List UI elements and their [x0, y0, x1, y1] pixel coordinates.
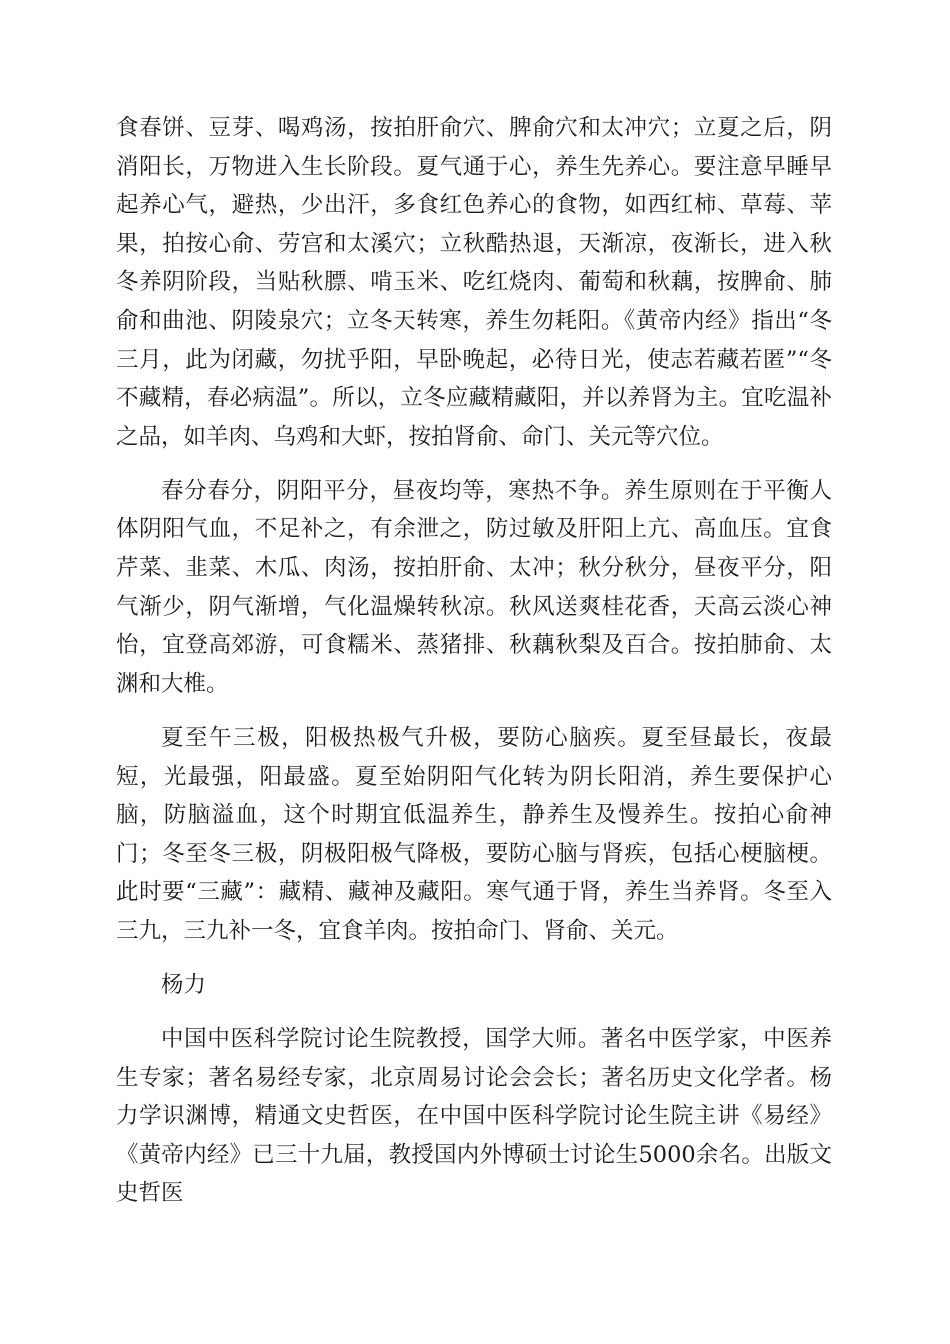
paragraph-equinox: 春分春分，阴阳平分，昼夜均等，寒热不争。养生原则在于平衡人体阴阳气血，不足补之，有余泄之，防过敏及肝阳上亢、高血压。宜食芹菜、韭菜、木瓜、肉汤，按拍肝俞、太冲；秋分秋分，昼夜平分，阳气渐少，阴气渐增，气化温燥转秋凉。秋风送爽桂花香，天高云淡心神怡，宜登高郊游，可食糯米、蒸猪排、秋藕秋梨及百合。按拍肺俞、太渊和大椎。 — [116, 477, 832, 697]
paragraph-solstice: 夏至午三极，阳极热极气升极，要防心脑疾。夏至昼最长，夜最短，光最强，阳最盛。夏至始阴阳气化转为阴长阳消，养生要保护心脑，防脑溢血，这个时期宜低温养生，静养生及慢养生。按拍心俞神门；冬至冬三极，阴极阳极气降极，要防心脑与肾疾，包括心梗脑梗。此时要“三藏”：藏精、藏神及藏阳。寒气通于肾，养生当养肾。冬至入三九，三九补一冬，宜食羊肉。按拍命门、肾俞、关元。 — [116, 724, 832, 944]
author-bio: 中国中医科学院讨论生院教授，国学大师。著名中医学家，中医养生专家；著名易经专家，北京周易讨论会会长；著名历史文化学者。杨力学识渊博，精通文史哲医，在中国中医科学院讨论生院主讲《易经》《黄帝内经》已三十九届，教授国内外博硕士讨论生5000余名。出版文史哲医 — [116, 1026, 832, 1207]
document-body — [116, 109, 832, 1229]
author-name: 杨力 — [161, 971, 207, 998]
paragraph-solar-terms-continued: 食春饼、豆芽、喝鸡汤，按拍肝俞穴、脾俞穴和太冲穴；立夏之后，阴消阳长，万物进入生长阶段。夏气通于心，养生先养心。要注意早睡早起养心气，避热，少出汗，多食红色养心的食物，如西红柿、草莓、苹果，拍按心俞、劳宫和太溪穴；立秋酷热退，天渐凉，夜渐长，进入秋冬养阴阶段，当贴秋膘、啃玉米、吃红烧肉、葡萄和秋藕，按脾俞、肺俞和曲池、阴陵泉穴；立冬天转寒，养生勿耗阳。《黄帝内经》指出“冬三月，此为闭藏，勿扰乎阳，早卧晚起，必待日光，使志若藏若匿”“冬不藏精，春必病温”。所以，立冬应藏精藏阳，并以养肾为主。宜吃温补之品，如羊肉、乌鸡和大虾，按拍肾俞、命门、关元等穴位。 — [116, 115, 832, 450]
